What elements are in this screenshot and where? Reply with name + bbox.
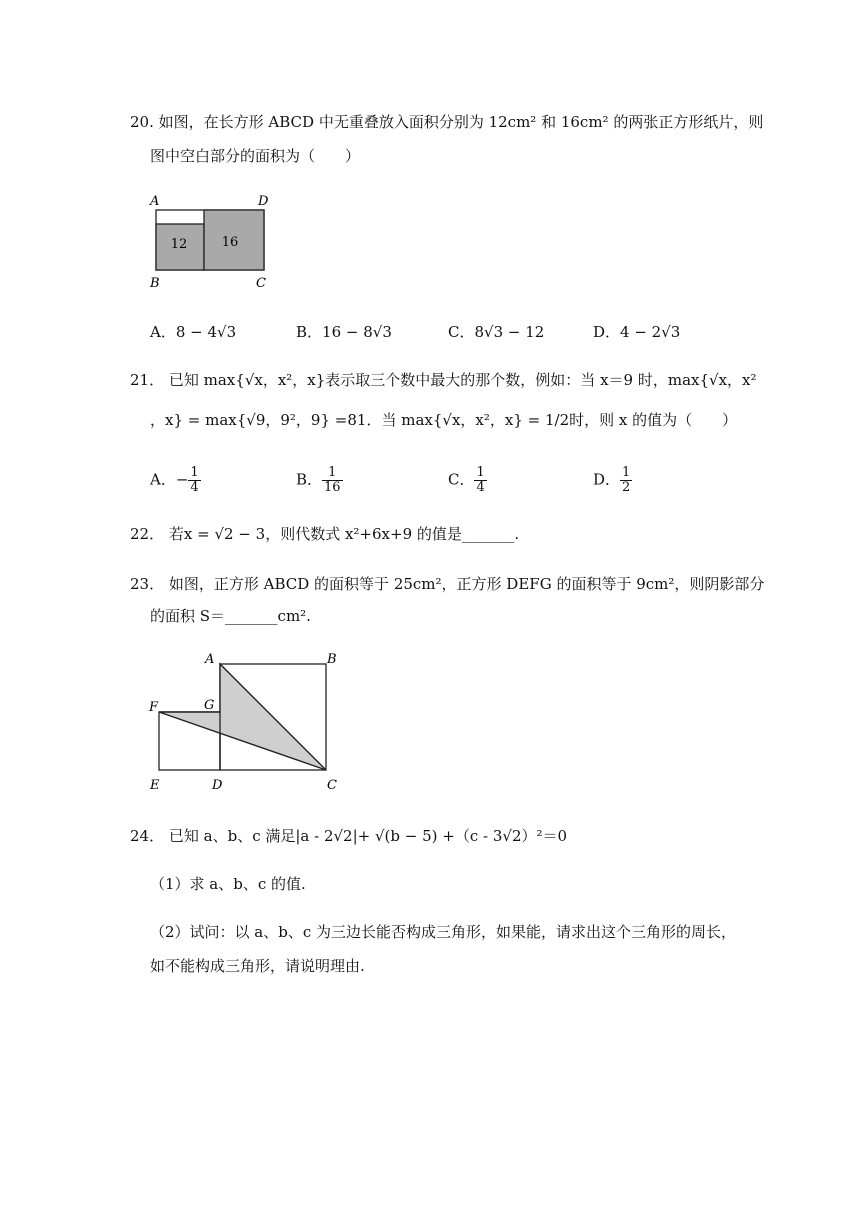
option-letter: C． — [448, 323, 475, 341]
q24-part1: （1）求 a、b、c 的值. — [150, 875, 306, 893]
q23-vertex-b: B — [327, 652, 337, 667]
q23-vertex-c: C — [327, 778, 337, 793]
q21-option-c — [448, 466, 487, 495]
shaded-region — [159, 664, 326, 770]
q24-line1 — [130, 826, 567, 846]
q20-option-a — [150, 322, 236, 342]
option-fraction — [474, 466, 486, 495]
q21-line2: ，x} = max{√9，9²，9} =81．当 max{√x，x²，x} = 1/2时，则 x 的值为（ ） — [150, 411, 738, 429]
fraction-denominator: 2 — [622, 480, 631, 495]
q20-number: 20. — [130, 113, 154, 131]
q20-stem-1: 如图，在长方形 ABCD 中无重叠放入面积分别为 12cm² 和 16cm² 的两张正方形纸片，则 — [158, 113, 764, 131]
q23-figure — [146, 646, 346, 796]
option-text: 4 − 2√3 — [620, 323, 681, 341]
q20-figure — [146, 190, 276, 292]
fraction-numerator: 1 — [622, 465, 631, 480]
option-letter: A． — [150, 323, 176, 341]
q22-number: 22． — [130, 525, 165, 543]
fraction-numerator: 1 — [190, 465, 199, 480]
q23-number: 23． — [130, 575, 165, 593]
q20-vertex-a: A — [150, 194, 160, 209]
option-letter: B． — [296, 323, 323, 341]
fraction-denominator: 16 — [324, 480, 341, 495]
q20-option-d — [593, 322, 680, 342]
q23-vertex-e: E — [150, 778, 160, 793]
q21-option-b — [296, 466, 343, 495]
option-letter: C． — [448, 470, 475, 489]
q20-label-16: 16 — [221, 235, 239, 250]
q21-line1 — [130, 370, 757, 390]
q23-line2: 的面积 S＝_______cm². — [150, 607, 311, 625]
option-text: 8√3 − 12 — [474, 323, 545, 341]
q24-stem: 已知 a、b、c 满足|a - 2√2|+ √(b − 5) +（c - 3√2）²＝0 — [168, 827, 568, 845]
fraction-numerator: 1 — [476, 465, 485, 480]
option-text: 16 − 8√3 — [322, 323, 392, 341]
q24-part2-line1: （2）试问：以 a、b、c 为三边长能否构成三角形，如果能，请求出这个三角形的周长， — [150, 923, 737, 941]
q20-option-b — [296, 322, 392, 342]
q23-vertex-g: G — [204, 698, 215, 713]
fraction-numerator: 1 — [322, 466, 343, 481]
q20-line2: 图中空白部分的面积为（ ） — [150, 147, 361, 165]
option-letter: B． — [296, 470, 323, 489]
q23-vertex-d: D — [212, 778, 223, 793]
option-fraction — [620, 466, 632, 495]
q23-line1 — [130, 574, 764, 594]
q21-option-a — [150, 466, 201, 495]
option-fraction — [188, 466, 200, 495]
q23-vertex-f: F — [149, 700, 159, 715]
option-letter: D． — [593, 323, 621, 341]
q20-option-c — [448, 322, 544, 342]
q20-vertex-c: C — [256, 276, 266, 291]
q24-part2-line2: 如不能构成三角形，请说明理由. — [150, 957, 365, 975]
q21-stem-1: 已知 max{√x，x²，x}表示取三个数中最大的那个数，例如：当 x＝9 时，max{√x，x² — [168, 371, 757, 389]
option-text: 8 − 4√3 — [175, 323, 237, 341]
q21-number: 21． — [130, 371, 165, 389]
q22-stem: 若x = √2 − 3，则代数式 x²+6x+9 的值是_______. — [168, 525, 520, 543]
q24-number: 24． — [130, 827, 165, 845]
option-letter: D． — [593, 470, 621, 489]
option-sign: − — [175, 470, 189, 489]
q20-vertex-d: D — [258, 194, 269, 209]
q21-option-d — [593, 466, 632, 495]
q20-line1 — [130, 112, 763, 132]
q23-stem-1: 如图，正方形 ABCD 的面积等于 25cm²，正方形 DEFG 的面积等于 9cm²，则阴影部分 — [168, 575, 765, 593]
fraction-denominator: 4 — [190, 480, 199, 495]
q23-vertex-a: A — [205, 652, 215, 667]
fraction-denominator: 4 — [476, 480, 485, 495]
q20-label-12: 12 — [170, 237, 188, 252]
q22-line — [130, 524, 519, 544]
option-fraction — [322, 466, 343, 495]
option-letter: A． — [150, 470, 176, 489]
q20-vertex-b: B — [150, 276, 160, 291]
